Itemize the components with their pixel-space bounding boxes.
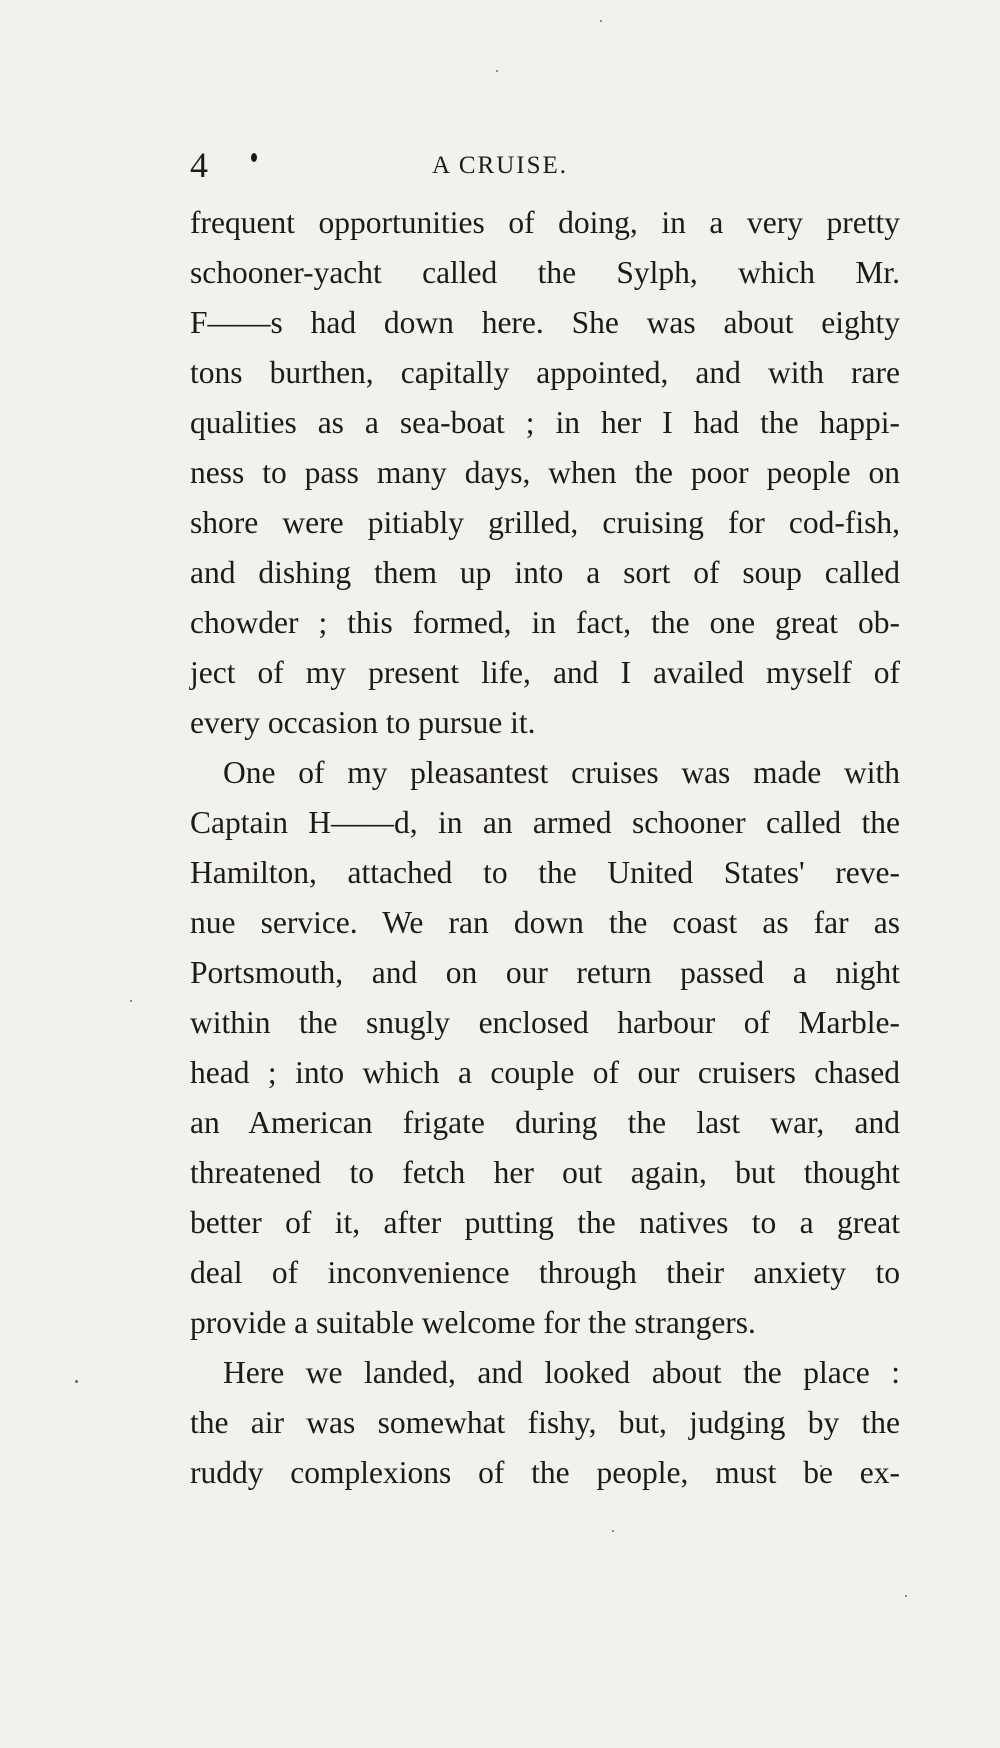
text-line: an American frigate during the last war, and (190, 1105, 900, 1140)
text-line: head ; into which a couple of our cruisers chased (190, 1055, 900, 1090)
text-line: every occasion to pursue it. (190, 705, 536, 740)
paper-speck (75, 1380, 78, 1383)
text-line: ject of my present life, and I availed myself of (190, 655, 900, 690)
text-line: provide a suitable welcome for the strangers. (190, 1305, 756, 1340)
text-line: threatened to fetch her out again, but thought (190, 1155, 900, 1190)
paragraph (190, 748, 900, 1348)
text-line: ruddy complexions of the people, must be ex- (190, 1455, 900, 1490)
text-line: Captain H——d, in an armed schooner called the (190, 805, 900, 840)
text-line: within the snugly enclosed harbour of Marble- (190, 1005, 900, 1040)
paragraph (190, 198, 900, 748)
paper-speck (600, 20, 602, 22)
text-line: nue service. We ran down the coast as far as (190, 905, 900, 940)
page-number: 4 (190, 145, 208, 185)
running-title: A CRUISE. (431, 152, 569, 179)
text-line: One of my pleasantest cruises was made with (223, 755, 900, 790)
paper-speck (496, 70, 498, 72)
text-line: shore were pitiably grilled, cruising for cod-fish, (190, 505, 900, 540)
text-line: F——s had down here. She was about eighty (190, 305, 900, 340)
text-line: chowder ; this formed, in fact, the one great ob- (190, 605, 900, 640)
text-line: Here we landed, and looked about the place : (223, 1355, 900, 1390)
ink-dot (251, 153, 257, 162)
text-line: tons burthen, capitally appointed, and with rare (190, 355, 900, 390)
text-line: the air was somewhat fishy, but, judging by the (190, 1405, 900, 1440)
paragraph (190, 1348, 900, 1498)
text-line: schooner-yacht called the Sylph, which Mr. (190, 255, 900, 290)
paper-speck (612, 1530, 614, 1532)
text-line: and dishing them up into a sort of soup called (190, 555, 900, 590)
text-line: deal of inconvenience through their anxiety to (190, 1255, 900, 1290)
text-line: better of it, after putting the natives to a great (190, 1205, 900, 1240)
text-line: Hamilton, attached to the United States' reve- (190, 855, 900, 890)
text-line: ness to pass many days, when the poor people on (190, 455, 900, 490)
page-header (0, 140, 1000, 190)
text-line: frequent opportunities of doing, in a very pretty (190, 205, 900, 240)
paper-speck (130, 1000, 132, 1002)
text-line: Portsmouth, and on our return passed a night (190, 955, 900, 990)
paper-speck (905, 1595, 907, 1597)
text-line: qualities as a sea-boat ; in her I had the happi- (190, 405, 900, 440)
body-text (190, 198, 900, 1498)
